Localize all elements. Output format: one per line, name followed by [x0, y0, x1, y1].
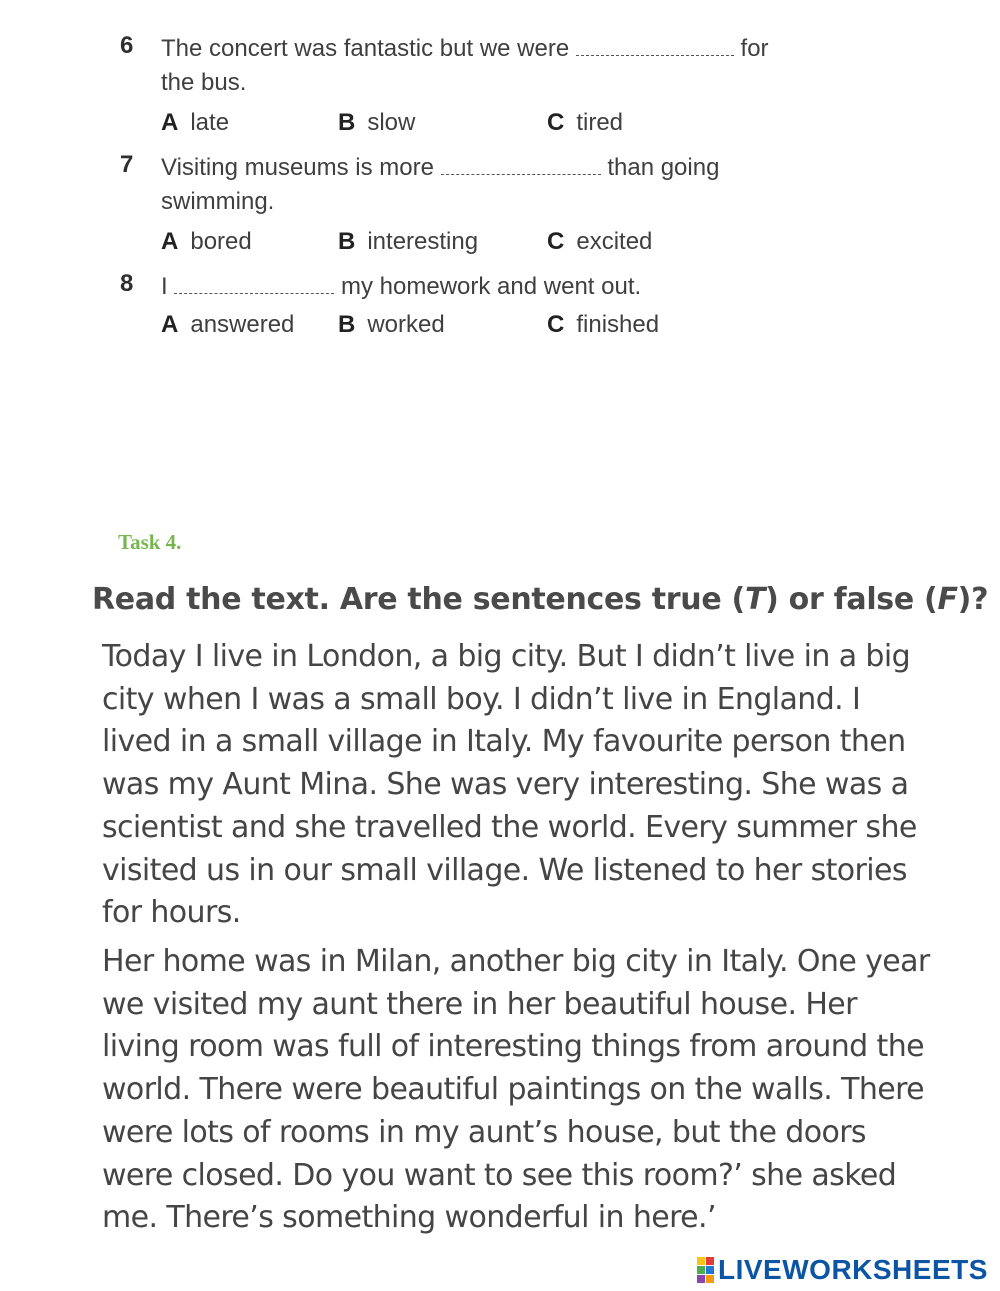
answer-blank[interactable] [441, 154, 601, 175]
question-number: 8 [120, 270, 134, 297]
answer-blank[interactable] [174, 273, 334, 294]
option-c[interactable]: C excited [547, 228, 653, 255]
option-c[interactable]: C finished [547, 311, 660, 338]
reading-paragraph-2: Her home was in Milan, another big city in Italy. One year we visited my aunt there in her beautiful house. Her living room was full of interesting things from around the world. There were beautiful paintings on the walls. There were lots of rooms in my aunt’s house, but the doors were closed. Do you want to see this room?’ she asked me. There’s something wonderful in here.’ [102, 944, 930, 1236]
question-text: Visiting museums is more than going swimming. [161, 154, 720, 215]
reading-paragraph-1: Today I live in London, a big city. But I didn’t live in a big city when I was a small boy. I didn’t live in England. I lived in a small village in Italy. My favourite person then was my Aunt Mina. She was very interesting. She was a scientist and she travelled the world. Every summer she visited us in our small village. We listened to her stories for hours. [102, 639, 917, 931]
question-text: I my homework and went out. [161, 273, 642, 300]
answer-blank[interactable] [576, 35, 734, 56]
option-a[interactable]: A late [161, 109, 230, 136]
liveworksheets-brand [697, 1256, 988, 1284]
option-b[interactable]: B interesting [338, 228, 479, 255]
task-instruction: Read the text. Are the sentences true (T) or false (F)? [92, 582, 989, 617]
liveworksheets-logo-icon [697, 1257, 714, 1283]
brand-name: LIVEWORKSHEETS [718, 1254, 988, 1285]
option-a[interactable]: A bored [161, 228, 252, 255]
question-number: 7 [120, 151, 134, 178]
option-a[interactable]: A answered [161, 311, 295, 338]
option-b[interactable]: B slow [338, 109, 416, 136]
question-number: 6 [120, 32, 134, 59]
question-text: The concert was fantastic but we were for the bus. [161, 35, 769, 96]
task-title: Task 4. [118, 530, 182, 554]
option-b[interactable]: B worked [338, 311, 445, 338]
option-c[interactable]: C tired [547, 109, 624, 136]
